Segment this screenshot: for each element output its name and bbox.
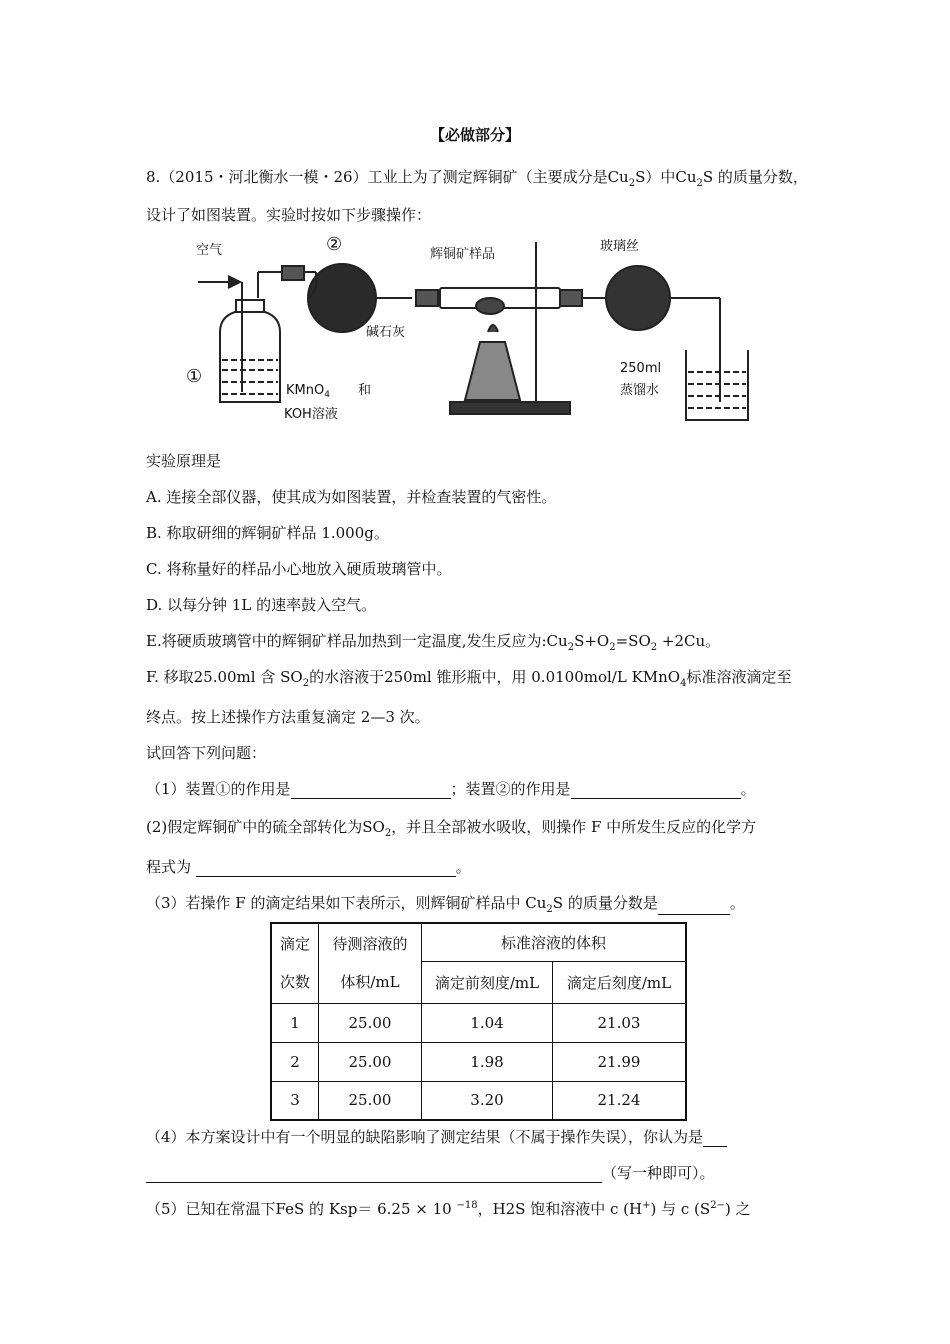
header-trial: 滴定 次数 [271,923,319,1003]
header-after: 滴定后刻度/mL [553,961,687,1003]
step-e: E.将硬质玻璃管中的辉铜矿样品加热到一定温度,发生反应为$:Cu_2S+O_2=SO_2 +2Cu$。 [146,632,721,653]
question-intro-line2: 设计了如图装置。实验时按如下步骤操作： [146,206,432,224]
answer-blank[interactable] [703,1132,727,1147]
table-row: 1 25.00 1.04 21.03 [271,1003,686,1042]
answer-blank[interactable] [291,784,451,799]
step-c: C. 将称量好的样品小心地放入硬质玻璃管中。 [146,560,452,578]
section-heading: 【必做部分】 [429,126,520,144]
header-before: 滴定前刻度/mL [422,961,553,1003]
answer-prompt: 试回答下列问题： [146,744,267,762]
question-4-continued: （写一种即可）。 [146,1162,715,1183]
soda-lime-drying-bulb [308,264,376,332]
header-sample-volume: 待测溶液的 体积/mL [319,923,422,1003]
step-b: B. 称取研细的辉铜矿样品 1.000g。 [146,524,389,542]
label-kmno4: KMnO$_4$ [286,383,330,400]
label-water: 蒸馏水 [620,383,660,398]
apparatus-figure [150,232,808,432]
question-5: （5）已知在常温下FeS 的 Ksp＝ 6.25 × 10 $^{-18}$，H2S 饱和溶液中 c (H+) 与 c $(S^{2-})$ 之 [146,1200,751,1218]
question-4: （4）本方案设计中有一个明显的缺陷影响了测定结果（不属于操作失误），你认为是 [146,1126,727,1147]
principle-label: 实验原理是 [146,452,222,470]
label-glass-wool: 玻璃丝 [600,239,640,254]
gas-wash-bottle [220,312,280,402]
step-f-continued: 终点。按上述操作方法重复滴定 2—3 次。 [146,708,430,726]
step-a: A. 连接全部仪器，使其成为如图装置，并检查装置的气密性。 [146,488,557,506]
label-koh: KOH溶液 [284,407,338,422]
titration-table [270,922,687,1121]
label-device-2: ② [326,234,343,255]
label-sample: 辉铜矿样品 [430,247,496,262]
label-device-1: ① [186,366,203,387]
answer-blank[interactable] [658,900,730,915]
question-2: (2)假定辉铜矿中的硫全部转化为$SO_2$，并且全部被水吸收，则操作 F 中所发生反应的化学方 [146,818,757,839]
table-row: 2 25.00 1.98 21.99 [271,1042,686,1081]
question-intro-line1: 8.（2015・河北衡水一模・26）工业上为了测定辉铜矿（主要成分是$Cu_2S$）中$Cu_2S$ 的质量分数， [146,168,808,189]
table-row: 3 25.00 3.20 21.24 [271,1081,686,1120]
question-2-continued: 程式为 。 [146,858,471,876]
question-1: （1）装置①的作用是 ；装置②的作用是 。 [146,780,756,798]
glass-wool-bulb [606,266,670,330]
label-250ml: 250ml [620,361,662,376]
step-f: F. 移取25.00ml 含 $SO_2$的水溶液于250ml 锥形瓶中，用 0.0100mol/L KMnO$_4$标准溶液滴定至 [146,668,792,689]
answer-blank[interactable] [146,1168,602,1183]
header-standard-volume: 标准溶液的体积 [422,923,687,961]
label-soda-lime: 碱石灰 [366,325,406,340]
step-d: D. 以每分钟 1L 的速率鼓入空气。 [146,596,377,614]
label-and: 和 [358,383,372,398]
label-air: 空气 [196,243,223,258]
answer-blank[interactable] [196,862,456,877]
answer-blank[interactable] [571,784,741,799]
alcohol-lamp [465,342,520,400]
question-3: （3）若操作 F 的滴定结果如下表所示，则辉铜矿样品中 $Cu_2S$ 的质量分数是 。 [146,894,745,915]
